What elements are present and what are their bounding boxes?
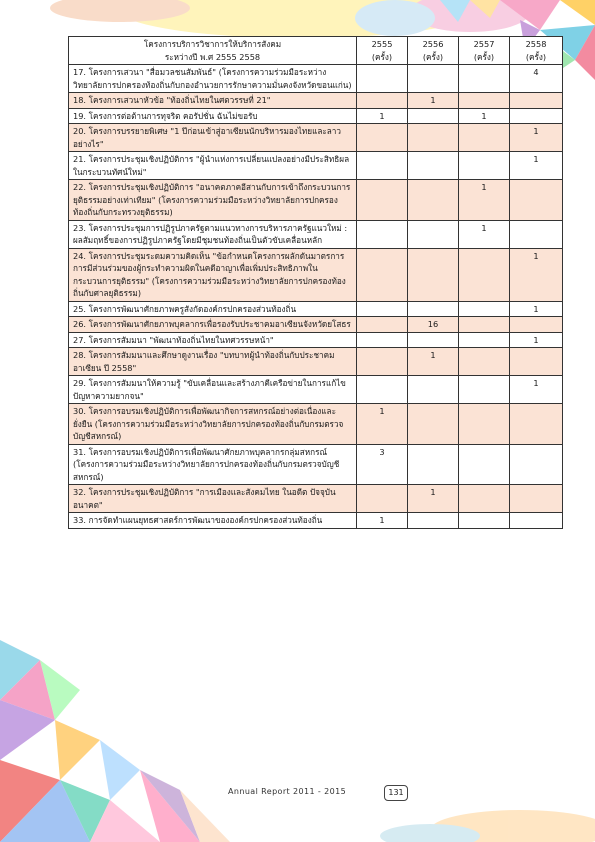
count-2557-cell (459, 332, 510, 348)
project-name-cell: 23. โครงการประชุมการปฏิรูปภาครัฐตามแนวทางการบริหารภาครัฐแนวใหม่ : ผลสัมฤทธิ์ของการปฏิรูปภาครัฐโดยมีชุมชนท้องถิ่นเป็นตัวขับเคลื่อนหลัก (69, 220, 357, 248)
year-label: 2556 (422, 39, 444, 49)
count-2558-cell (510, 513, 563, 529)
count-2556-cell (408, 332, 459, 348)
count-2555-cell: 3 (357, 444, 408, 485)
count-2557-cell: 1 (459, 108, 510, 124)
count-2557-cell (459, 485, 510, 513)
count-2555-cell: 1 (357, 513, 408, 529)
project-name-cell: 29. โครงการสัมมนาให้ความรู้ "ขับเคลื่อนและสร้างภาคีเครือข่ายในการแก้ไขปัญหาความยากจน" (69, 376, 357, 404)
count-2556-cell (408, 376, 459, 404)
count-2557-cell: 1 (459, 220, 510, 248)
project-name-cell: 25. โครงการพัฒนาศักยภาพครูสังกัดองค์กรปกครองส่วนท้องถิ่น (69, 301, 357, 317)
count-2555-cell (357, 93, 408, 109)
count-2558-cell (510, 180, 563, 221)
count-2555-cell (357, 485, 408, 513)
count-2555-cell (357, 376, 408, 404)
count-2555-cell: 1 (357, 404, 408, 445)
project-name-cell: 30. โครงการอบรมเชิงปฏิบัติการเพื่อพัฒนากิจการสหกรณ์อย่างต่อเนื่องและยั่งยืน (โครงการความร่วมมือระหว่างวิทยาลัยการปกครองท้องถิ่นกับกรมตรวจบัญชีสหกรณ์) (69, 404, 357, 445)
table-row (69, 404, 563, 445)
count-2557-cell (459, 93, 510, 109)
count-2556-cell (408, 124, 459, 152)
count-2555-cell: 1 (357, 108, 408, 124)
table-row (69, 180, 563, 221)
year-column-header (459, 37, 510, 65)
count-2557-cell (459, 376, 510, 404)
project-column-header (69, 37, 357, 65)
count-2557-cell: 1 (459, 180, 510, 221)
project-header-line1: โครงการบริการวิชาการให้บริการสังคม (143, 39, 282, 49)
project-name-cell: 18. โครงการเสวนาหัวข้อ "ท้องถิ่นไทยในศตวรรษที่ 21" (69, 93, 357, 109)
bottom-left-mosaic-decoration (0, 640, 230, 842)
table-header-row (69, 37, 563, 65)
count-2558-cell: 1 (510, 301, 563, 317)
count-2556-cell (408, 220, 459, 248)
project-name-cell: 22. โครงการประชุมเชิงปฏิบัติการ "อนาคตภาคอีสานกับการเข้าถึงกระบวนการยุติธรรมอย่างเท่าเทียม" (โครงการความร่วมมือระหว่างวิทยาลัยการปกครองท้องถิ่นกับกระทรวงยุติธรรม) (69, 180, 357, 221)
count-2556-cell (408, 444, 459, 485)
project-name-cell: 21. โครงการประชุมเชิงปฏิบัติการ "ผู้นำแห่งการเปลี่ยนแปลงอย่างมีประสิทธิผลในกระบวนทัศน์ใหม่" (69, 152, 357, 180)
count-2556-cell (408, 108, 459, 124)
count-2556-cell (408, 301, 459, 317)
table-row (69, 485, 563, 513)
count-2556-cell (408, 513, 459, 529)
project-name-cell: 33. การจัดทำแผนยุทธศาสตร์การพัฒนาขององค์กรปกครองส่วนท้องถิ่น (69, 513, 357, 529)
annual-report-footer: Annual Report 2011 - 2015 (228, 787, 347, 796)
count-2557-cell (459, 301, 510, 317)
count-2557-cell (459, 317, 510, 333)
project-name-cell: 20. โครงการบรรยายพิเศษ "1 ปีก่อนเข้าสู่อาเซียนนักบริหารมองไทยและลาวอย่างไร" (69, 124, 357, 152)
count-2558-cell (510, 485, 563, 513)
table-body (69, 65, 563, 529)
count-2556-cell (408, 65, 459, 93)
service-projects-table (68, 36, 563, 529)
count-2558-cell (510, 108, 563, 124)
count-2556-cell (408, 248, 459, 301)
page-number: 131 (384, 785, 408, 801)
project-name-cell: 27. โครงการสัมมนา "พัฒนาท้องถิ่นไทยในทศวรรษหน้า" (69, 332, 357, 348)
count-2558-cell (510, 93, 563, 109)
count-2555-cell (357, 152, 408, 180)
year-unit-label: (ครั้ง) (473, 51, 495, 62)
table-row (69, 513, 563, 529)
year-column-header (510, 37, 563, 65)
count-2556-cell (408, 152, 459, 180)
year-label: 2555 (371, 39, 393, 49)
count-2558-cell: 4 (510, 65, 563, 93)
count-2557-cell (459, 152, 510, 180)
project-name-cell: 19. โครงการต่อต้านการทุจริต คอรัปชั่น ฉันไม่ขอรับ (69, 108, 357, 124)
year-column-header (408, 37, 459, 65)
count-2555-cell (357, 332, 408, 348)
year-label: 2558 (525, 39, 547, 49)
table-row (69, 152, 563, 180)
project-name-cell: 32. โครงการประชุมเชิงปฏิบัติการ "การเมืองและสังคมไทย ในอดีต ปัจจุบัน อนาคต" (69, 485, 357, 513)
count-2555-cell (357, 248, 408, 301)
count-2558-cell (510, 317, 563, 333)
count-2556-cell: 1 (408, 348, 459, 376)
project-name-cell: 26. โครงการพัฒนาศักยภาพบุคลากรเพื่อรองรับประชาคมอาเซียนจังหวัดยโสธร (69, 317, 357, 333)
table-row (69, 93, 563, 109)
count-2558-cell: 1 (510, 152, 563, 180)
count-2557-cell (459, 404, 510, 445)
project-name-cell: 24. โครงการประชุมระดมความคิดเห็น "ข้อกำหนดโครงการผลักดันมาตรการการมีส่วนร่วมของผู้กระทำความผิดในคดีอาญาเพื่อเพิ่มประสิทธิภาพในกระบวนการยุติธรรม" (โครงการความร่วมมือระหว่างวิทยาลัยการปกครองท้องถิ่นกับศาลยุติธรรม) (69, 248, 357, 301)
count-2555-cell (357, 317, 408, 333)
count-2555-cell (357, 348, 408, 376)
table-row (69, 348, 563, 376)
count-2555-cell (357, 180, 408, 221)
bottom-right-watercolor-decoration (380, 810, 595, 842)
count-2555-cell (357, 124, 408, 152)
count-2558-cell: 1 (510, 248, 563, 301)
year-unit-label: (ครั้ง) (422, 51, 444, 62)
count-2556-cell: 1 (408, 485, 459, 513)
count-2557-cell (459, 65, 510, 93)
year-column-header (357, 37, 408, 65)
year-unit-label: (ครั้ง) (525, 51, 547, 62)
count-2558-cell: 1 (510, 332, 563, 348)
count-2556-cell (408, 180, 459, 221)
table-row (69, 376, 563, 404)
count-2555-cell (357, 301, 408, 317)
count-2556-cell: 16 (408, 317, 459, 333)
table-row (69, 108, 563, 124)
project-name-cell: 28. โครงการสัมมนาและศึกษาดูงานเรื่อง "บทบาทผู้นำท้องถิ่นกับประชาคมอาเซียน ปี 2558" (69, 348, 357, 376)
table-row (69, 301, 563, 317)
count-2558-cell: 1 (510, 376, 563, 404)
count-2558-cell: 1 (510, 124, 563, 152)
project-header-line2: ระหว่างปี พ.ศ 2555 2558 (164, 51, 261, 62)
year-unit-label: (ครั้ง) (371, 51, 393, 62)
count-2556-cell: 1 (408, 93, 459, 109)
table-row (69, 124, 563, 152)
count-2558-cell (510, 404, 563, 445)
table-row (69, 444, 563, 485)
count-2558-cell (510, 444, 563, 485)
count-2556-cell (408, 404, 459, 445)
count-2558-cell (510, 348, 563, 376)
count-2557-cell (459, 124, 510, 152)
year-label: 2557 (473, 39, 495, 49)
count-2557-cell (459, 513, 510, 529)
count-2555-cell (357, 65, 408, 93)
table-row (69, 248, 563, 301)
table-row (69, 332, 563, 348)
count-2558-cell (510, 220, 563, 248)
table-row (69, 317, 563, 333)
count-2557-cell (459, 348, 510, 376)
table-row (69, 220, 563, 248)
table-row (69, 65, 563, 93)
project-name-cell: 17. โครงการเสวนา "สื่อมวลชนสัมพันธ์" (โครงการความร่วมมือระหว่างวิทยาลัยการปกครองท้องถิ่นกับกองอำนวยการรักษาความมั่นคงจังหวัดขอนแก่น) (69, 65, 357, 93)
count-2557-cell (459, 248, 510, 301)
count-2557-cell (459, 444, 510, 485)
project-name-cell: 31. โครงการอบรมเชิงปฏิบัติการเพื่อพัฒนาศักยภาพบุคลากรกลุ่มสหกรณ์ (โครงการความร่วมมือระหว่างวิทยาลัยการปกครองท้องถิ่นกับกรมตรวจบัญชีสหกรณ์) (69, 444, 357, 485)
count-2555-cell (357, 220, 408, 248)
